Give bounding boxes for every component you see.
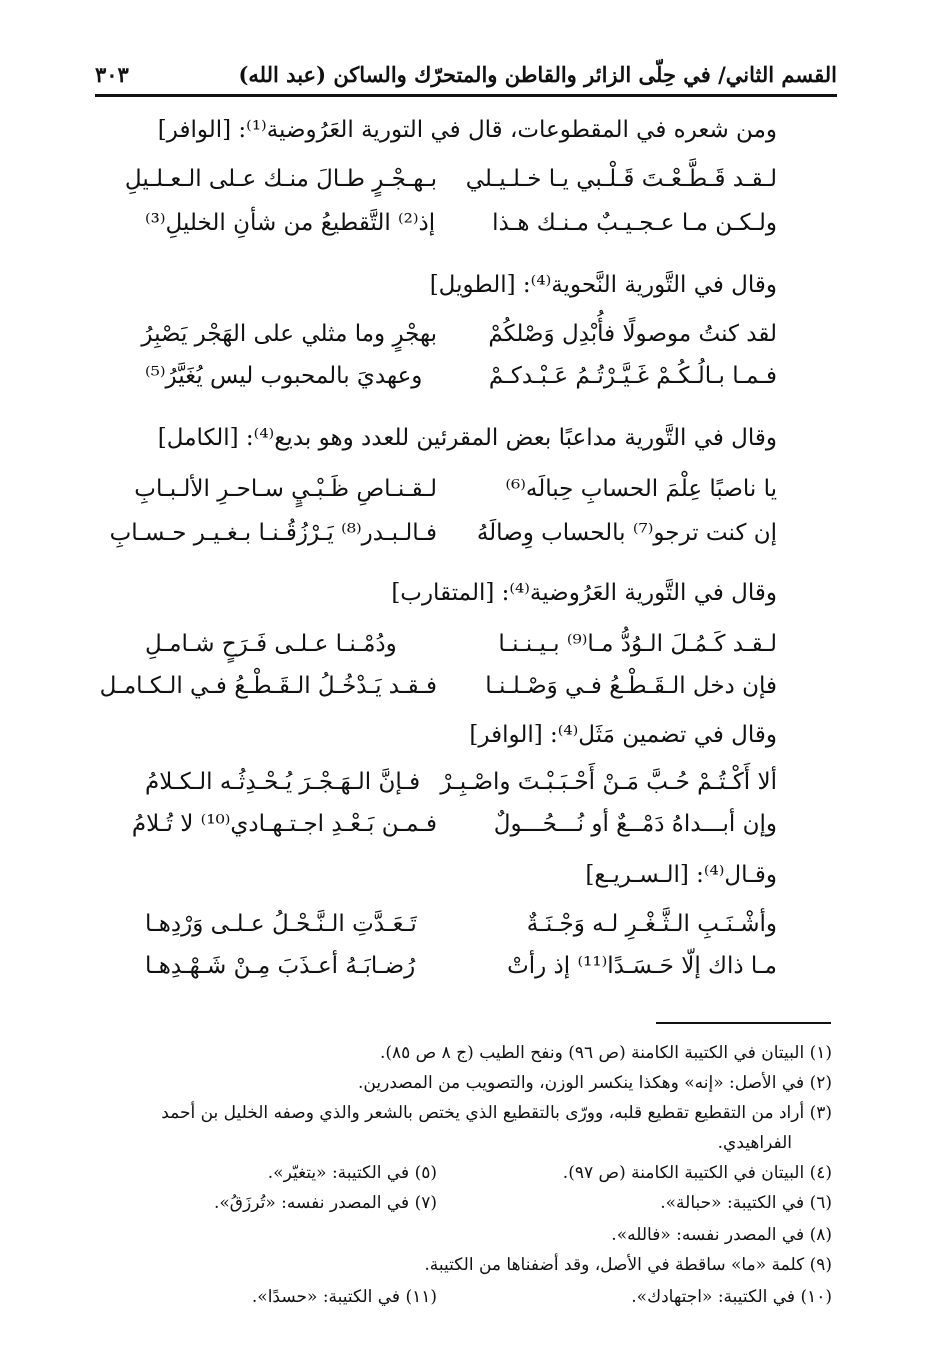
header-title: القسم الثاني/ في حِلّى الزائر والقاطن والمتحرّك والساكن (عبد الله) xyxy=(238,61,837,87)
section-intro: وقال في التَّورية مداعبًا بعض المقرئين للعدد وهو بديع⁽⁴⁾: [الكامل] xyxy=(157,425,777,451)
verse-first-hemistich: إن كنت ترجو⁽⁷⁾ بالحساب وِصالَهُ xyxy=(476,520,777,546)
verse-first-hemistich: يا ناصبًا عِلْمَ الحسابِ حِبالَه⁽⁶⁾ xyxy=(505,476,777,502)
footnote: (٨) في المصدر نفسه: «فالله». xyxy=(611,1225,832,1245)
footnote-rule xyxy=(656,1022,831,1024)
verse-second-hemistich: وعهديَ بالمحبوب ليس يُغَيَّرُ⁽⁵⁾ xyxy=(145,363,423,389)
footnote-pair xyxy=(92,1282,832,1312)
verse-first-hemistich: لقد كنتُ موصولًا فأُبْدِل وَصْلكُمْ xyxy=(488,321,777,347)
section-intro: وقـال⁽⁴⁾: [الـسـريـع] xyxy=(585,862,777,888)
footnote-continuation: الفراهيدي. xyxy=(717,1133,792,1153)
footnote: (٥) في الكتيبة: «يتغيّر». xyxy=(267,1163,437,1183)
footnote: (٩) كلمة «ما» ساقطة في الأصل، وقد أضفناها من الكتيبة. xyxy=(424,1255,832,1275)
verse-second-hemistich: بـهـجْـرٍ طـالَ منـك عـلى الـعـلـيلِ xyxy=(124,166,437,192)
verse-first-hemistich: فـمـا بـالُـكُـمْ غَـيَّـرْتُـمُ عَـبْـدكـمْ xyxy=(488,363,777,389)
verse-first-hemistich: ولـكـن مـا عـجـيـبٌ مـنـك هـذا xyxy=(492,210,777,236)
footnote-pair xyxy=(92,1188,832,1218)
section-intro: وقال في التَّورية النَّحوية⁽⁴⁾: [الطويل] xyxy=(429,272,777,298)
verse-line xyxy=(141,314,777,356)
verse-line xyxy=(109,513,777,555)
verse-first-hemistich: مـا ذاك إلّا حَـسَـدًا⁽¹¹⁾ إذ رأتْ xyxy=(507,953,777,979)
verse-second-hemistich: فـالـبـدر⁽⁸⁾ يَـرْزُقُـنـا بـغـيـر حـسـابِ xyxy=(109,520,437,546)
footnote: (٢) في الأصل: «إنه» وهكذا ينكسر الوزن، والتصويب من المصدرين. xyxy=(358,1073,832,1093)
verse-second-hemistich: رُضـابَـهُ أعـذَبَ مِـنْ شَـهْـدِهـا xyxy=(145,953,416,979)
footnote: (١١) في الكتيبة: «حسدًا». xyxy=(251,1287,437,1307)
verse-first-hemistich: وأشْـنَـبِ الـثَّـغْـرِ لـه وَجْـنَـةٌ xyxy=(526,911,777,937)
verse-second-hemistich: فـقـد يَـدْخُـلُ الـقَـطْـعُ فـي الـكـامـل xyxy=(99,673,437,699)
footnote: (٣) أراد من التقطيع تقطيع قلبه، وورّى بالتقطيع الذي يختص بالشعر والذي وصفه الخليل بن أحمد xyxy=(161,1103,832,1123)
verse-first-hemistich: لـقـد كَـمُـلَ الـوُدُّ مـا⁽⁹⁾ بـيـنـنـا xyxy=(498,631,777,657)
section-intro: ومن شعره في المقطوعات، قال في التورية العَرُوضية⁽¹⁾: [الوافر] xyxy=(157,117,777,143)
footnote-pair xyxy=(92,1158,832,1188)
footnote: (١) البيتان في الكتيبة الكامنة (ص ٩٦) ونفح الطيب (ج ٨ ص ٨٥). xyxy=(379,1043,832,1063)
verse-second-hemistich: بهجْرٍ وما مثلي على الهَجْر يَصْبِرُ xyxy=(141,321,437,347)
section-intro: وقال في تضمين مَثَل⁽⁴⁾: [الوافر] xyxy=(469,722,777,748)
footnote: (٧) في المصدر نفسه: «تُرزَقُ». xyxy=(214,1193,437,1213)
verse-line xyxy=(131,804,777,846)
verse-second-hemistich: فـمـن بَـعْـدِ اجـتـهـادي⁽¹⁰⁾ لا تُـلامُ xyxy=(131,811,437,837)
footnote: (١٠) في الكتيبة: «اجتهادك». xyxy=(631,1287,832,1307)
verse-second-hemistich: إذ⁽²⁾ التَّقطيعُ من شأنِ الخليلِ⁽³⁾ xyxy=(145,210,436,236)
verse-line xyxy=(99,666,777,708)
footnote: (٤) البيتان في الكتيبة الكامنة (ص ٩٧). xyxy=(562,1163,832,1183)
verse-first-hemistich: لـقـد قَـطَّـعْـتَ قَـلْـبي يـا خـلـيـلي xyxy=(465,166,777,192)
verse-second-hemistich: لـقـنـاصِ ظَـبْـيٍ سـاحـرِ الألـبـابِ xyxy=(134,476,437,502)
running-header xyxy=(95,58,837,90)
verse-line xyxy=(145,904,777,946)
verse-second-hemistich: ودُمْـنـا عـلـى فَـرَحٍ شـامـلِ xyxy=(145,631,397,657)
verse-second-hemistich: تَـعَـدَّتِ الـنَّـحْـلُ عـلـى وَرْدِهـا xyxy=(145,911,417,937)
verse-line xyxy=(134,469,777,511)
verse-line xyxy=(124,159,777,201)
footnote: (٦) في الكتيبة: «حبالة». xyxy=(660,1193,832,1213)
verse-line xyxy=(145,356,777,398)
verse-line xyxy=(145,203,777,245)
verse-first-hemistich: فإن دخل الـقَـطْـعُ فـي وَصْـلـنـا xyxy=(485,673,777,699)
section-intro: وقال في التَّورية العَرُوضية⁽⁴⁾: [المتقارب] xyxy=(391,580,777,606)
verse-first-hemistich: ألا أَكْـتُـمْ حُـبَّ مَـنْ أَحْـبَـبْـتَ واصْـبِـرْ xyxy=(440,769,777,795)
verse-second-hemistich: فـإنَّ الـهَـجْـرَ يُـحْـدِثُـه الـكـلامُ xyxy=(145,769,421,795)
verse-line xyxy=(145,946,777,988)
verse-line xyxy=(145,624,777,666)
page-number: ٣٠٣ xyxy=(95,61,129,87)
header-rule xyxy=(95,94,837,97)
verse-line xyxy=(145,762,777,804)
verse-first-hemistich: وإن أبـــداهُ دَمْــعٌ أو نُـــحُـــولٌ xyxy=(493,811,777,837)
